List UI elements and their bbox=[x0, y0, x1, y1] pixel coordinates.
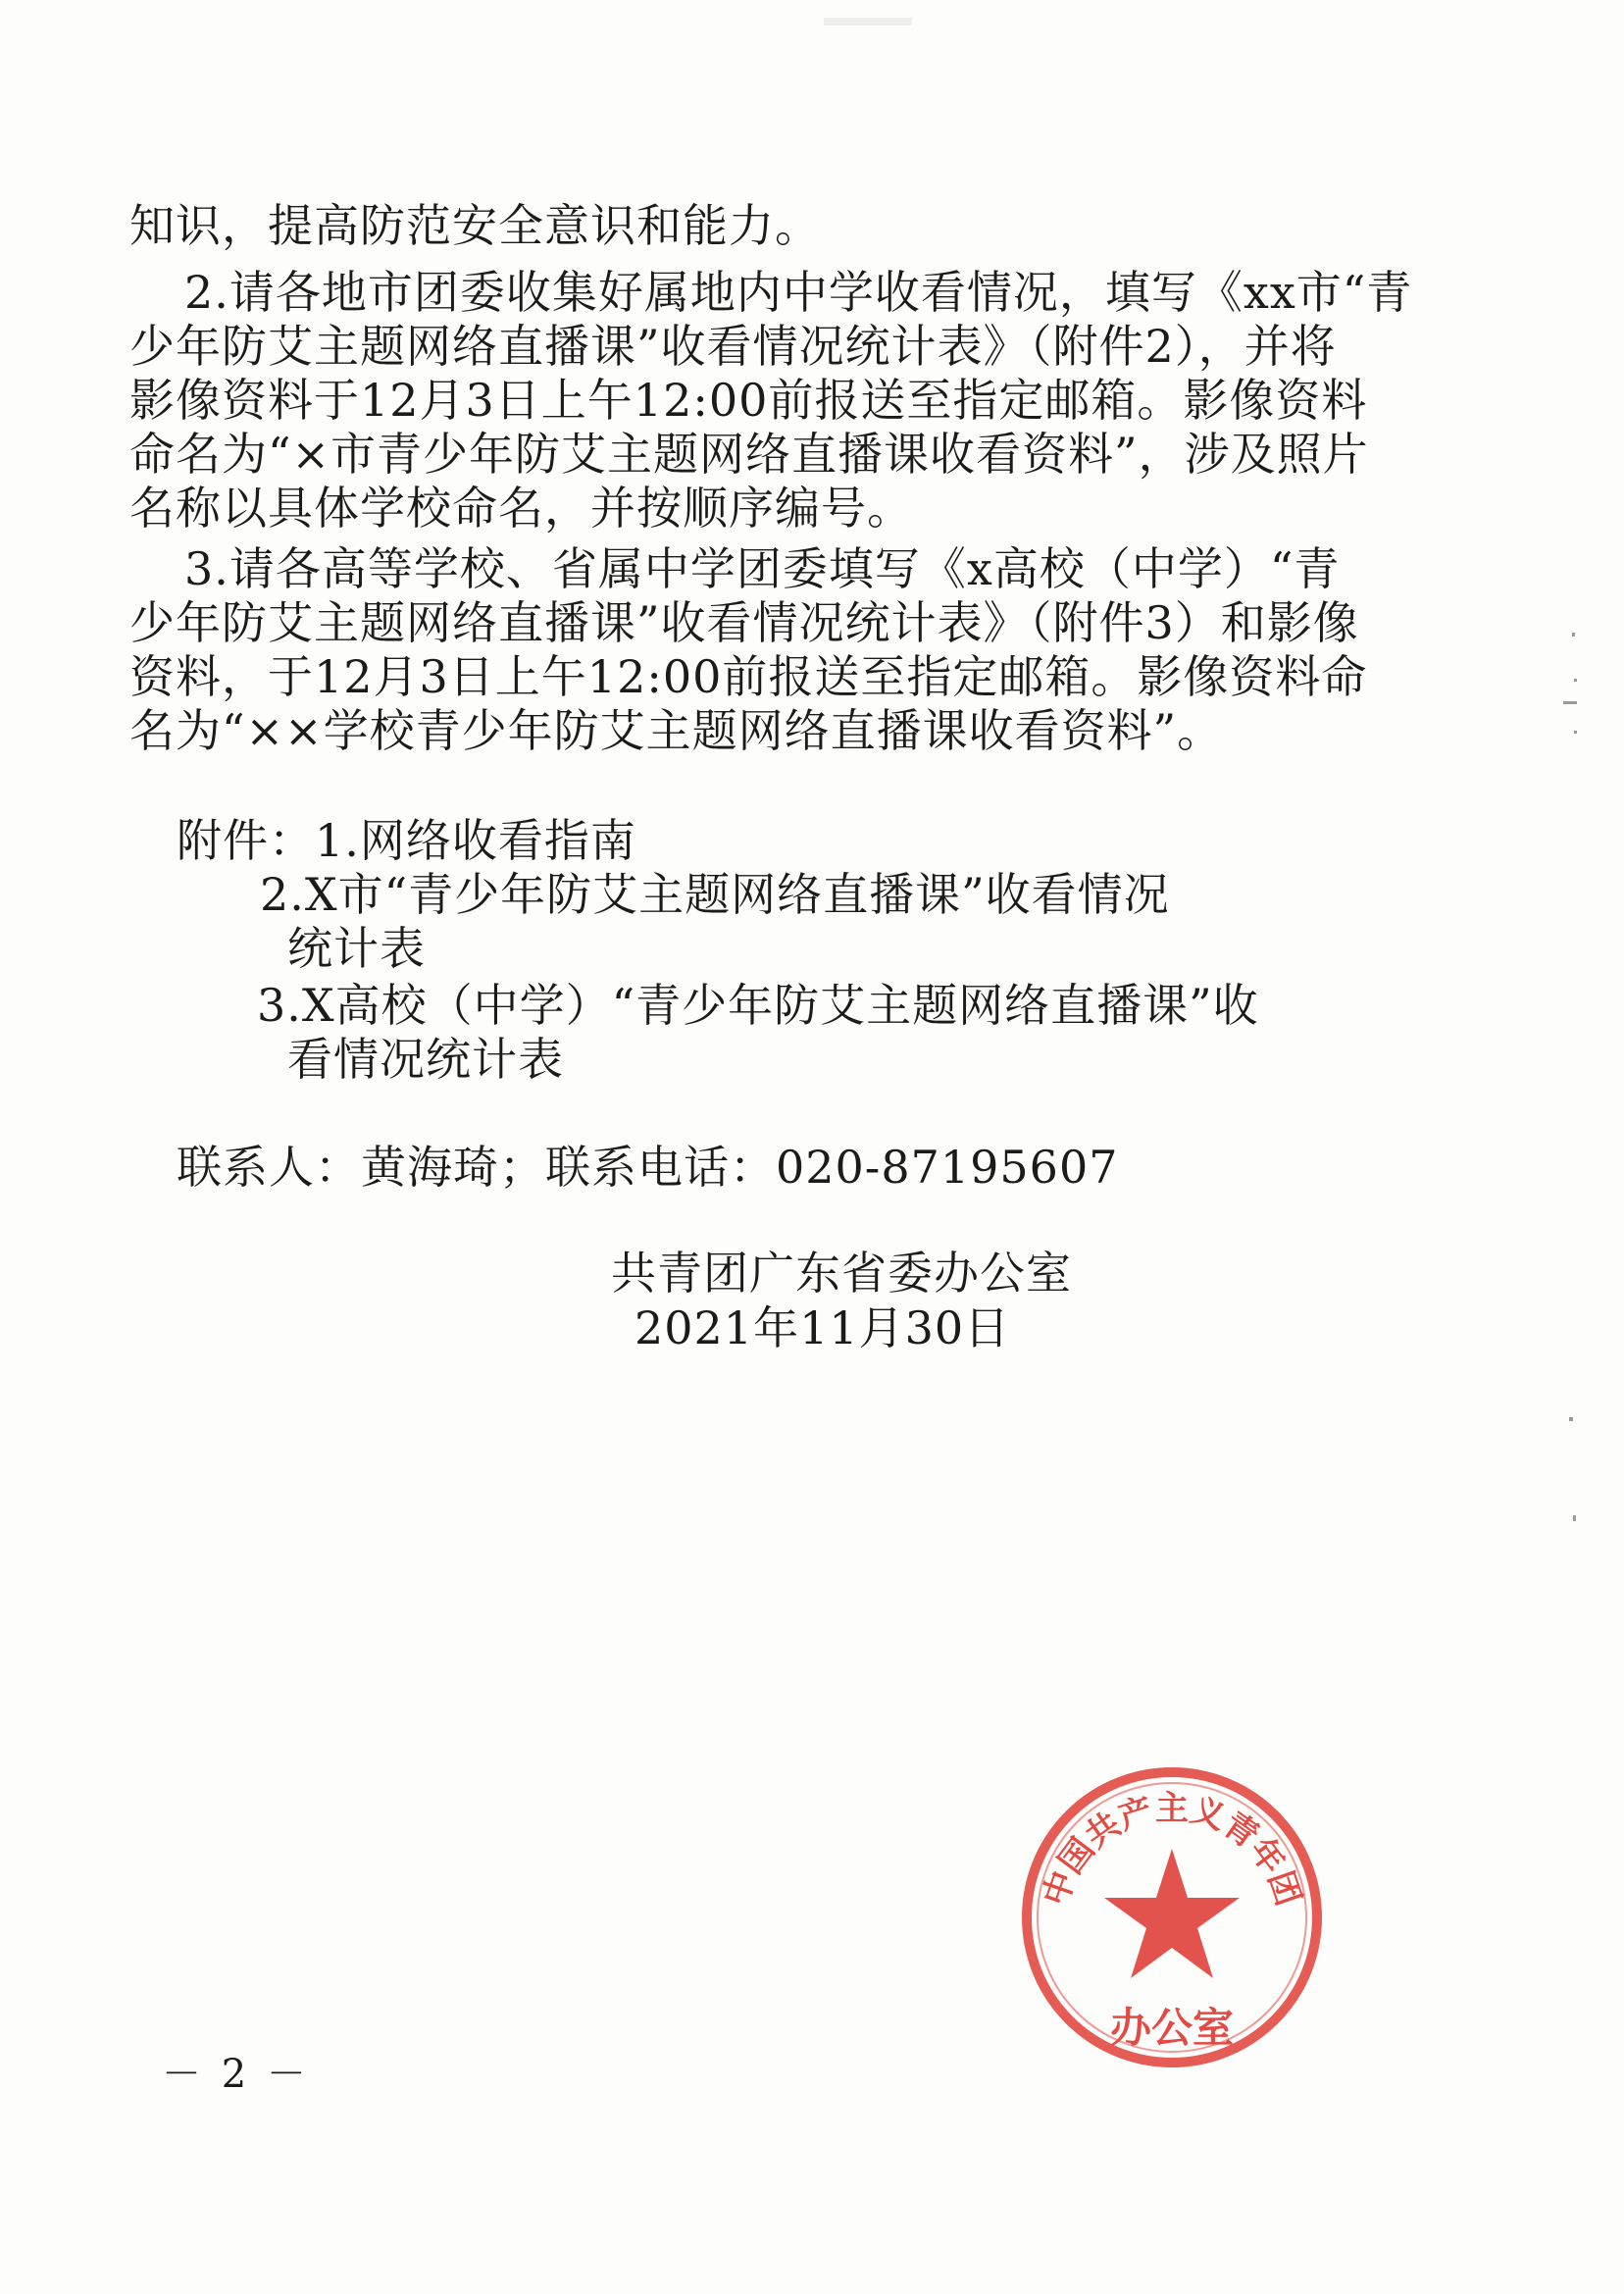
signature-date: 2021年11月30日 bbox=[634, 1301, 1011, 1354]
attachment-line-4: 3.X高校（中学）“青少年防艾主题网络直播课”收 bbox=[257, 979, 1259, 1032]
scan-mark-5 bbox=[1569, 1417, 1573, 1421]
scan-mark-1 bbox=[1572, 633, 1575, 637]
page-number: － 2 － bbox=[162, 2052, 310, 2097]
scan-mark-6 bbox=[1573, 1515, 1576, 1521]
paragraph-line-6: 名称以具体学校命名，并按顺序编号。 bbox=[129, 482, 913, 535]
contact-info: 联系人：黄海琦；联系电话：020-87195607 bbox=[177, 1141, 1119, 1194]
paragraph-line-10: 名为“××学校青少年防艾主题网络直播课收看资料”。 bbox=[129, 704, 1224, 757]
attachment-line-3: 统计表 bbox=[287, 922, 426, 975]
seal-bottom-text: 办公室 bbox=[1109, 2004, 1235, 2052]
scan-mark-3 bbox=[1563, 701, 1577, 704]
attachment-line-5: 看情况统计表 bbox=[287, 1033, 564, 1086]
signature-organization: 共青团广东省委办公室 bbox=[611, 1247, 1072, 1300]
official-seal bbox=[1010, 1756, 1334, 2079]
scan-mark-2 bbox=[1574, 679, 1577, 682]
attachment-line-1: 附件：1.网络收看指南 bbox=[177, 814, 636, 867]
paragraph-line-1: 知识，提高防范安全意识和能力。 bbox=[129, 199, 821, 252]
paragraph-line-4: 影像资料于12月3日上午12:00前报送至指定邮箱。影像资料 bbox=[129, 374, 1368, 427]
paragraph-line-8: 少年防艾主题网络直播课”收看情况统计表》（附件3）和影像 bbox=[129, 596, 1359, 649]
scan-mark-4 bbox=[1574, 731, 1577, 734]
paragraph-line-7: 3.请各高等学校、省属中学团委填写《x高校（中学）“青 bbox=[184, 542, 1341, 595]
paragraph-line-3: 少年防艾主题网络直播课”收看情况统计表》（附件2），并将 bbox=[129, 320, 1337, 373]
paragraph-line-2: 2.请各地市团委收集好属地内中学收看情况，填写《xx市“青 bbox=[184, 266, 1413, 319]
paragraph-line-5: 命名为“×市青少年防艾主题网络直播课收看资料”，涉及照片 bbox=[129, 428, 1369, 481]
seal-top-text: 中国共产主义青年团 bbox=[1036, 1789, 1308, 1912]
seal-graphic bbox=[1010, 1756, 1334, 2079]
attachment-line-2: 2.X市“青少年防艾主题网络直播课”收看情况 bbox=[260, 868, 1170, 921]
scan-mark bbox=[824, 18, 912, 25]
paragraph-line-9: 资料，于12月3日上午12:00前报送至指定邮箱。影像资料命 bbox=[129, 650, 1368, 703]
